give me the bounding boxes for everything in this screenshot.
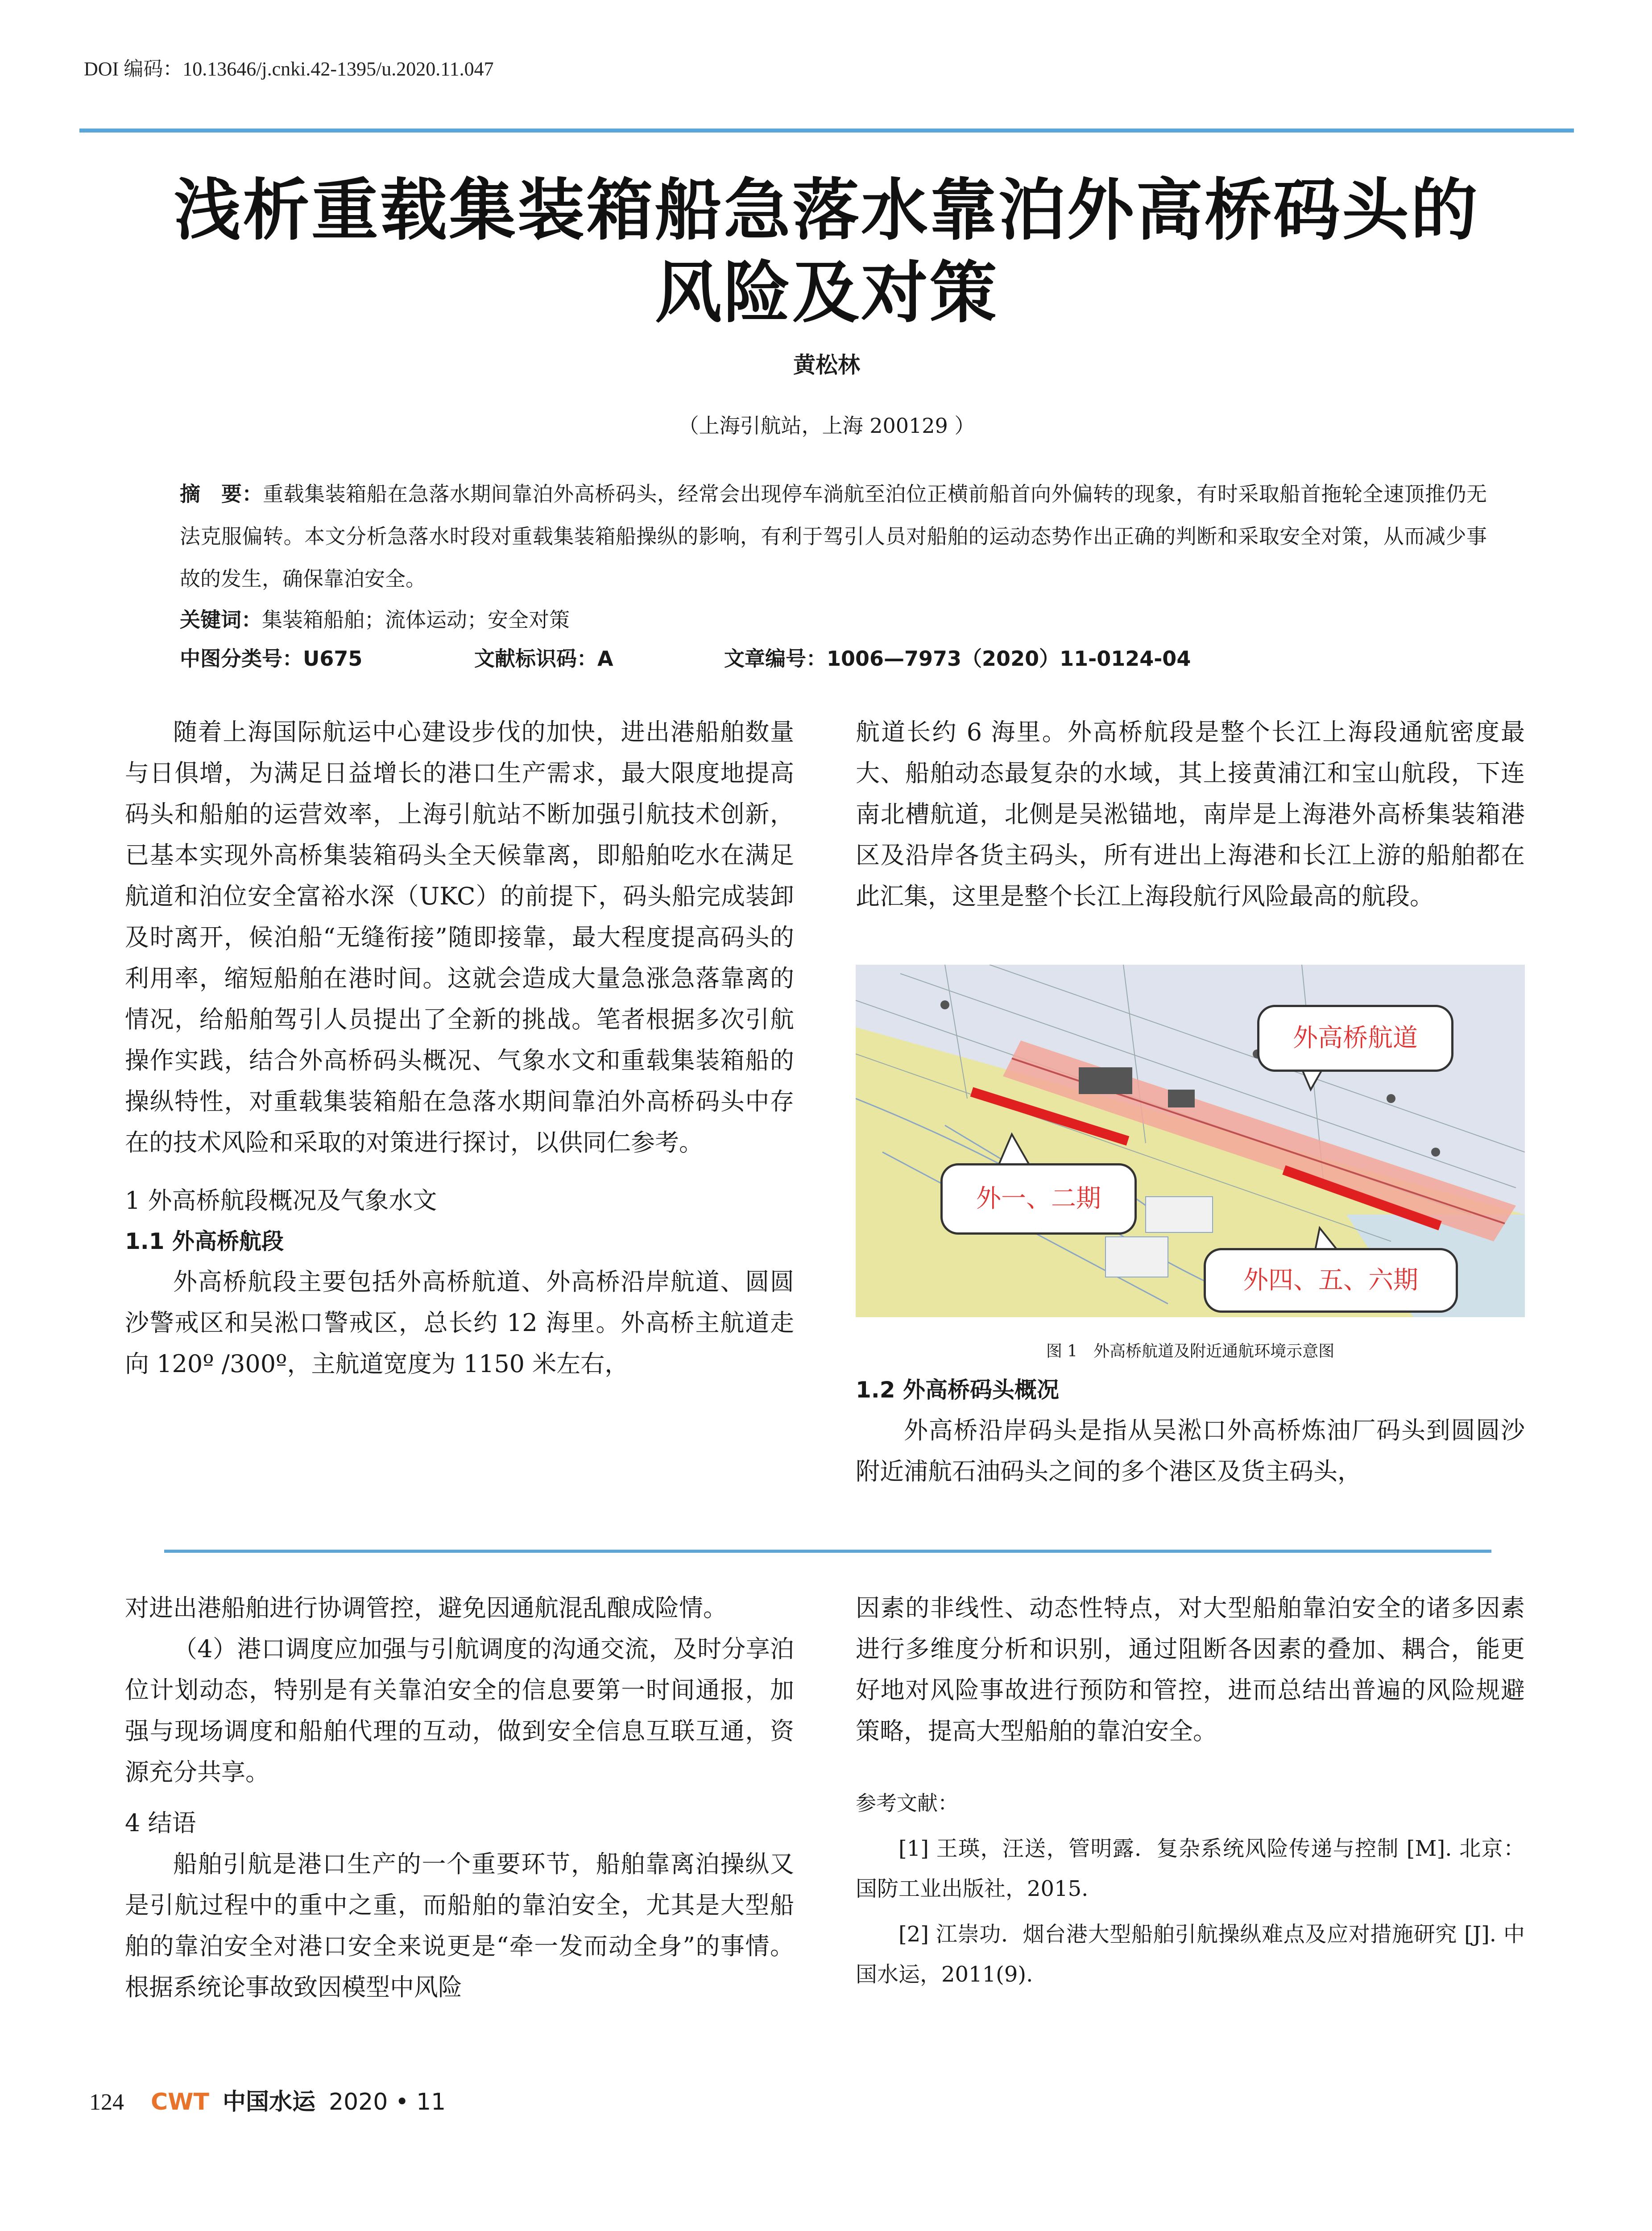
keywords-label: 关键词： (180, 608, 262, 632)
classification-line (180, 643, 1191, 672)
issue-number: 2020 • 11 (329, 2089, 446, 2115)
cwt-logo-text: CWT (151, 2089, 209, 2115)
callout-phase-4-6: 外四、五、六期 (1204, 1248, 1458, 1313)
channel-map-figure (856, 965, 1525, 1317)
conclusion-paragraph: 船舶引航是港口生产的一个重要环节，船舶靠离泊操纵又是引航过程中的重中之重，而船舶的靠泊安全，尤其是大型船舶的靠泊安全对港口安全来说更是“牵一发而动全身”的事情。根据系统论事故致因模型中风险 (125, 1850, 794, 2001)
conclusion-continued: 因素的非线性、动态性特点，对大型船舶靠泊安全的诸多因素进行多维度分析和识别，通过阻断各因素的叠加、耦合，能更好地对风险事故进行预防和管控，进而总结出普遍的风险规避策略，提高大型船舶的靠泊安全。 (856, 1594, 1525, 1745)
affiliation: （上海引航站，上海 200129 ） (678, 414, 975, 438)
keywords (180, 604, 570, 633)
title-line-2: 风险及对策 (654, 253, 998, 332)
section-1-1-paragraph: 外高桥航段主要包括外高桥航道、外高桥沿岸航道、圆圆沙警戒区和吴淞口警戒区，总长约 12 海里。外高桥主航道走向 120º /300º，主航道宽度为 1150 米左右， (125, 1268, 794, 1378)
reference-2: [2] 江崇功．烟台港大型船舶引航操纵难点及应对措施研究 [J]. 中国水运，2011(9). (856, 1922, 1525, 1987)
reference-1: [1] 王瑛，汪送，管明露．复杂系统风险传递与控制 [M]. 北京：国防工业出版社，2015. (856, 1836, 1525, 1901)
abstract (180, 473, 1487, 600)
middle-divider (164, 1550, 1491, 1553)
page-number: 124 (89, 2090, 124, 2115)
column-2-mid (856, 1370, 1525, 1492)
references-title: 参考文献： (856, 1791, 958, 1815)
section-1-2-paragraph: 外高桥沿岸码头是指从吴淞口外高桥炼油厂码头到圆圆沙附近浦航石油码头之间的多个港区及货主码头， (856, 1416, 1525, 1485)
column-1-bottom (125, 1588, 794, 2008)
top-divider (79, 129, 1574, 133)
figure-caption: 图 1 外高桥航道及附近通航环境示意图 (1046, 1342, 1335, 1360)
title-line-1: 浅析重载集装箱船急落水靠泊外高桥码头的 (174, 171, 1479, 249)
section-1-heading: 1 外高桥航段概况及气象水文 (125, 1186, 437, 1215)
clc-number: 中图分类号：U675 (180, 647, 363, 671)
intro-paragraph: 随着上海国际航运中心建设步伐的加快，进出港船舶数量与日俱增，为满足日益增长的港口生产需求，最大限度地提高码头和船舶的运营效率，上海引航站不断加强引航技术创新，已基本实现外高桥集装箱码头全天候靠离，即船舶吃水在满足航道和泊位安全富裕水深（UKC）的前提下，码头船完成装卸及时离开，候泊船“无缝衔接”随即接靠，最大程度提高码头的利用率，缩短船舶在港时间。这就会造成大量急涨急落靠离的情况，给船舶驾引人员提出了全新的挑战。笔者根据多次引航操作实践，结合外高桥码头概况、气象水文和重载集装箱船的操纵特性，对重载集装箱船在急落水期间靠泊外高桥码头中存在的技术风险和采取的对策进行探讨，以供同仁参考。 (125, 718, 794, 1157)
doi-line: DOI 编码：10.13646/j.cnki.42-1395/u.2020.11.047 (84, 58, 494, 80)
document-code: 文献标识码：A (474, 647, 613, 671)
callout-phase-1-2: 外一、二期 (940, 1163, 1137, 1235)
column-2-bottom (856, 1588, 1525, 1995)
callout-outer-channel: 外高桥航道 (1257, 1005, 1453, 1072)
author: 黄松林 (793, 352, 860, 378)
item-4-paragraph: （4）港口调度应加强与引航调度的沟通交流，及时分享泊位计划动态，特别是有关靠泊安全的信息要第一时间通报，加强与现场调度和船舶代理的互动，做到安全信息互联互通，资源充分共享。 (125, 1635, 794, 1786)
article-number: 文章编号：1006—7973（2020）11-0124-04 (724, 647, 1191, 671)
section-1-2-heading: 1.2 外高桥码头概况 (856, 1377, 1059, 1403)
column-2-top (856, 712, 1525, 917)
section-1-1-heading: 1.1 外高桥航段 (125, 1228, 284, 1254)
continued-paragraph: 对进出港船舶进行协调管控，避免因通航混乱酿成险情。 (125, 1594, 727, 1622)
magazine-name: 中国水运 (223, 2089, 316, 2115)
keywords-text: 集装箱船舶；流体运动；安全对策 (262, 608, 570, 632)
conclusion-heading: 4 结语 (125, 1809, 196, 1837)
page-footer (89, 2083, 446, 2116)
column-2-paragraph: 航道长约 6 海里。外高桥航段是整个长江上海段通航密度最大、船舶动态最复杂的水域，其上接黄浦江和宝山航段，下连南北槽航道，北侧是吴淞锚地，南岸是上海港外高桥集装箱港区及沿岸各货主码头，所有进出上海港和长江上游的船舶都在此汇集，这里是整个长江上海段航行风险最高的航段。 (856, 718, 1525, 910)
abstract-text: 重载集装箱船在急落水期间靠泊外高桥码头，经常会出现停车淌航至泊位正横前船首向外偏转的现象，有时采取船首拖轮全速顶推仍无法克服偏转。本文分析急落水时段对重载集装箱船操纵的影响，有利于驾引人员对船舶的运动态势作出正确的判断和采取安全对策，从而减少事故的发生，确保靠泊安全。 (180, 482, 1487, 591)
abstract-label: 摘 要： (180, 482, 263, 506)
column-1-top (125, 712, 794, 1385)
